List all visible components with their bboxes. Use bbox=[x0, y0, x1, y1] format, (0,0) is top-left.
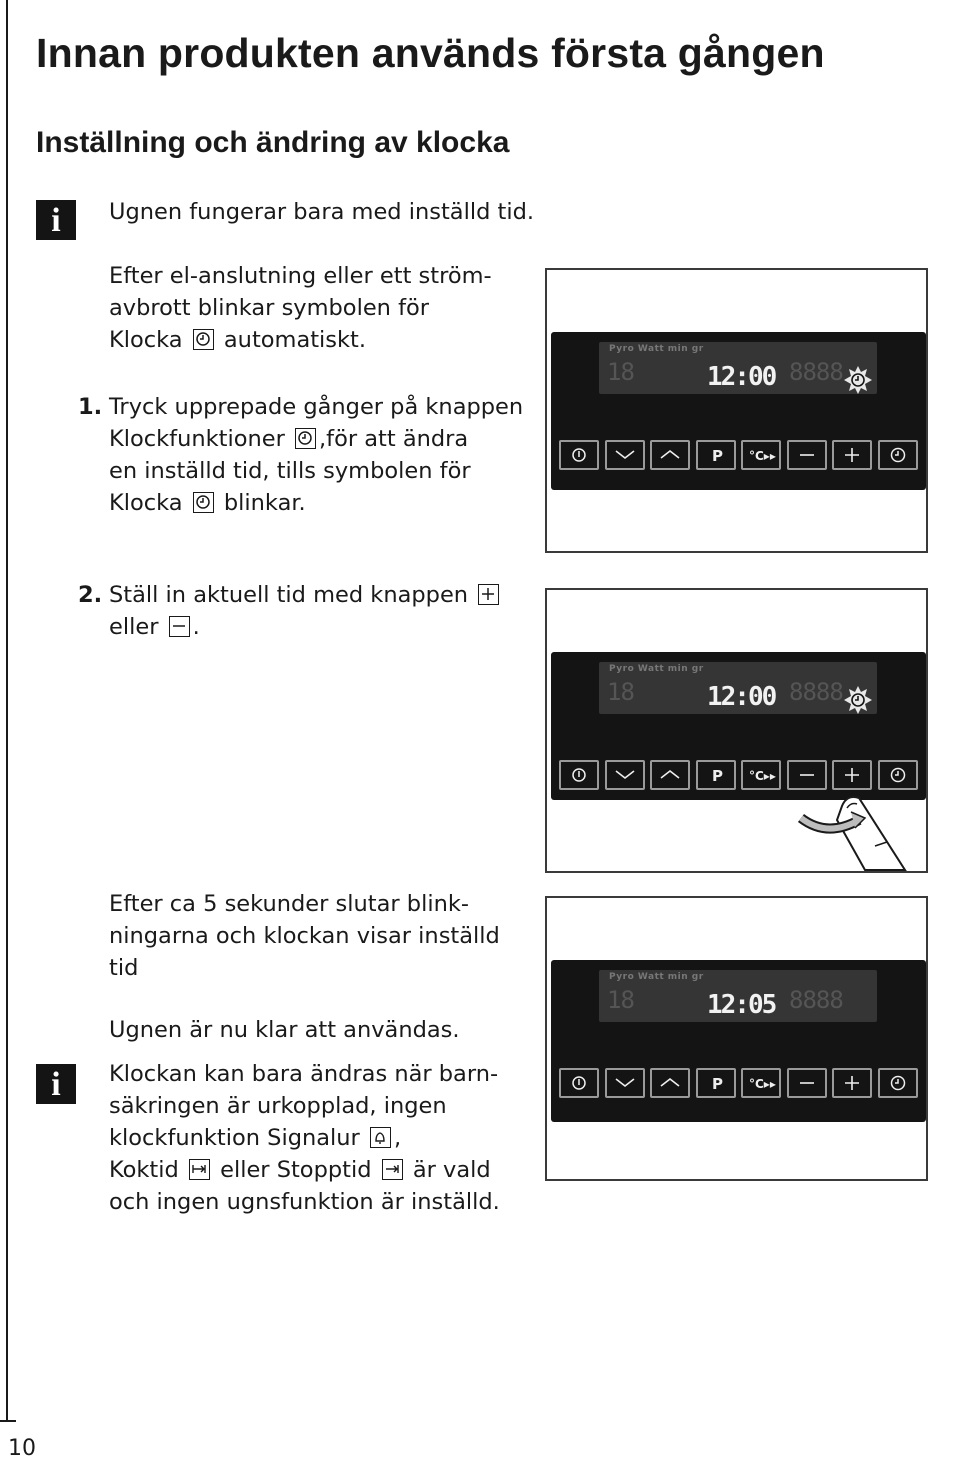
step-2-text bbox=[109, 579, 539, 643]
text-line: Ställ in aktuell tid med knappen bbox=[109, 579, 539, 611]
text-line: Koktid eller Stopptid är vald bbox=[109, 1157, 491, 1183]
step-2-number: 2. bbox=[78, 582, 103, 608]
minus-icon bbox=[169, 616, 190, 637]
text-line: eller . bbox=[109, 614, 200, 640]
quick-heat-button[interactable] bbox=[741, 1068, 781, 1098]
plus-button[interactable] bbox=[832, 1068, 872, 1098]
lcd-time: 12:05 bbox=[707, 990, 776, 1020]
text-line: ningarna och klockan visar inställd bbox=[109, 923, 500, 949]
svg-text:P: P bbox=[711, 767, 723, 785]
minus-button[interactable] bbox=[787, 1068, 827, 1098]
text-line: avbrott blinkar symbolen för bbox=[109, 295, 430, 321]
page-number: 10 bbox=[8, 1436, 36, 1461]
text-line: Efter el-anslutning eller ett ström- bbox=[109, 263, 492, 289]
note-text bbox=[109, 1058, 539, 1218]
bell-icon bbox=[370, 1127, 391, 1148]
finger-pressing-illustration bbox=[787, 786, 927, 872]
step-1-text bbox=[109, 391, 539, 519]
program-button[interactable] bbox=[696, 760, 736, 790]
margin-tick bbox=[0, 1420, 16, 1422]
svg-text:P: P bbox=[711, 1075, 723, 1093]
lcd-ghost-digits: 18 bbox=[607, 986, 634, 1014]
text-line: tid bbox=[109, 955, 139, 981]
step-1-number: 1. bbox=[78, 394, 103, 420]
lcd-time: 12:00 bbox=[707, 362, 776, 392]
svg-text:P: P bbox=[711, 447, 723, 465]
oven-control-panel bbox=[551, 652, 926, 800]
down-button[interactable] bbox=[605, 440, 645, 470]
intro-text bbox=[109, 196, 539, 228]
down-button[interactable] bbox=[605, 1068, 645, 1098]
text-line: Efter ca 5 sekunder slutar blink- bbox=[109, 891, 469, 917]
plus-icon bbox=[478, 584, 499, 605]
info-icon: i bbox=[36, 200, 76, 240]
oven-control-panel bbox=[551, 960, 926, 1122]
intro-paragraph bbox=[109, 260, 539, 356]
text-line: Klocka automatiskt. bbox=[109, 327, 367, 353]
button-row bbox=[559, 440, 923, 470]
text-line: säkringen är urkopplad, ingen bbox=[109, 1093, 447, 1119]
up-button[interactable] bbox=[650, 1068, 690, 1098]
button-row bbox=[559, 1068, 923, 1098]
lcd-labels: Pyro Watt min gr bbox=[609, 344, 704, 354]
blinking-clock-icon bbox=[843, 365, 873, 395]
text-line: och ingen ugnsfunktion är inställd. bbox=[109, 1189, 500, 1215]
end-time-icon bbox=[382, 1159, 403, 1180]
text-line: Klocka blinkar. bbox=[109, 490, 306, 516]
lcd-display bbox=[599, 970, 877, 1022]
oven-control-panel bbox=[551, 332, 926, 490]
svg-text:°C▸▸: °C▸▸ bbox=[749, 1077, 776, 1091]
svg-text:°C▸▸: °C▸▸ bbox=[749, 769, 776, 783]
lcd-labels: Pyro Watt min gr bbox=[609, 664, 704, 674]
clock-button[interactable] bbox=[878, 1068, 918, 1098]
intro-line: Ugnen fungerar bara med inställd tid. bbox=[109, 199, 535, 225]
section-title: Inställning och ändring av klocka bbox=[36, 126, 510, 159]
lcd-ghost-digits: 8888 bbox=[789, 358, 843, 386]
text-line: Tryck upprepade gånger på knappen bbox=[109, 394, 524, 420]
after-text bbox=[109, 888, 539, 984]
quick-heat-button[interactable] bbox=[741, 760, 781, 790]
page-title: Innan produkten används första gången bbox=[36, 30, 825, 76]
text-line: Klockan kan bara ändras när barn- bbox=[109, 1061, 499, 1087]
up-button[interactable] bbox=[650, 760, 690, 790]
lcd-display bbox=[599, 342, 877, 394]
on-off-button[interactable] bbox=[559, 1068, 599, 1098]
lcd-ghost-digits: 8888 bbox=[789, 986, 843, 1014]
duration-icon bbox=[189, 1159, 210, 1180]
margin-line bbox=[6, 0, 8, 1420]
on-off-button[interactable] bbox=[559, 440, 599, 470]
on-off-button[interactable] bbox=[559, 760, 599, 790]
svg-text:°C▸▸: °C▸▸ bbox=[749, 449, 776, 463]
quick-heat-button[interactable] bbox=[741, 440, 781, 470]
clock-icon bbox=[193, 329, 214, 350]
lcd-ghost-digits: 18 bbox=[607, 678, 634, 706]
text-line: Klockfunktioner ,för att ändra bbox=[109, 426, 469, 452]
blinking-clock-icon bbox=[843, 685, 873, 715]
down-button[interactable] bbox=[605, 760, 645, 790]
control-panel-illustration-1 bbox=[545, 268, 928, 553]
clock-icon bbox=[295, 428, 316, 449]
lcd-time: 12:00 bbox=[707, 682, 776, 712]
lcd-display bbox=[599, 662, 877, 714]
plus-button[interactable] bbox=[832, 440, 872, 470]
control-panel-illustration-3 bbox=[545, 896, 928, 1181]
control-panel-illustration-2 bbox=[545, 588, 928, 873]
lcd-labels: Pyro Watt min gr bbox=[609, 972, 704, 982]
clock-icon bbox=[193, 492, 214, 513]
minus-button[interactable] bbox=[787, 440, 827, 470]
program-button[interactable] bbox=[696, 1068, 736, 1098]
lcd-ghost-digits: 18 bbox=[607, 358, 634, 386]
text-line: en inställd tid, tills symbolen för bbox=[109, 458, 471, 484]
text-line: klockfunktion Signalur , bbox=[109, 1125, 402, 1151]
lcd-ghost-digits: 8888 bbox=[789, 678, 843, 706]
up-button[interactable] bbox=[650, 440, 690, 470]
ready-text: Ugnen är nu klar att användas. bbox=[109, 1017, 460, 1043]
info-icon: i bbox=[36, 1064, 76, 1104]
clock-button[interactable] bbox=[878, 440, 918, 470]
program-button[interactable] bbox=[696, 440, 736, 470]
